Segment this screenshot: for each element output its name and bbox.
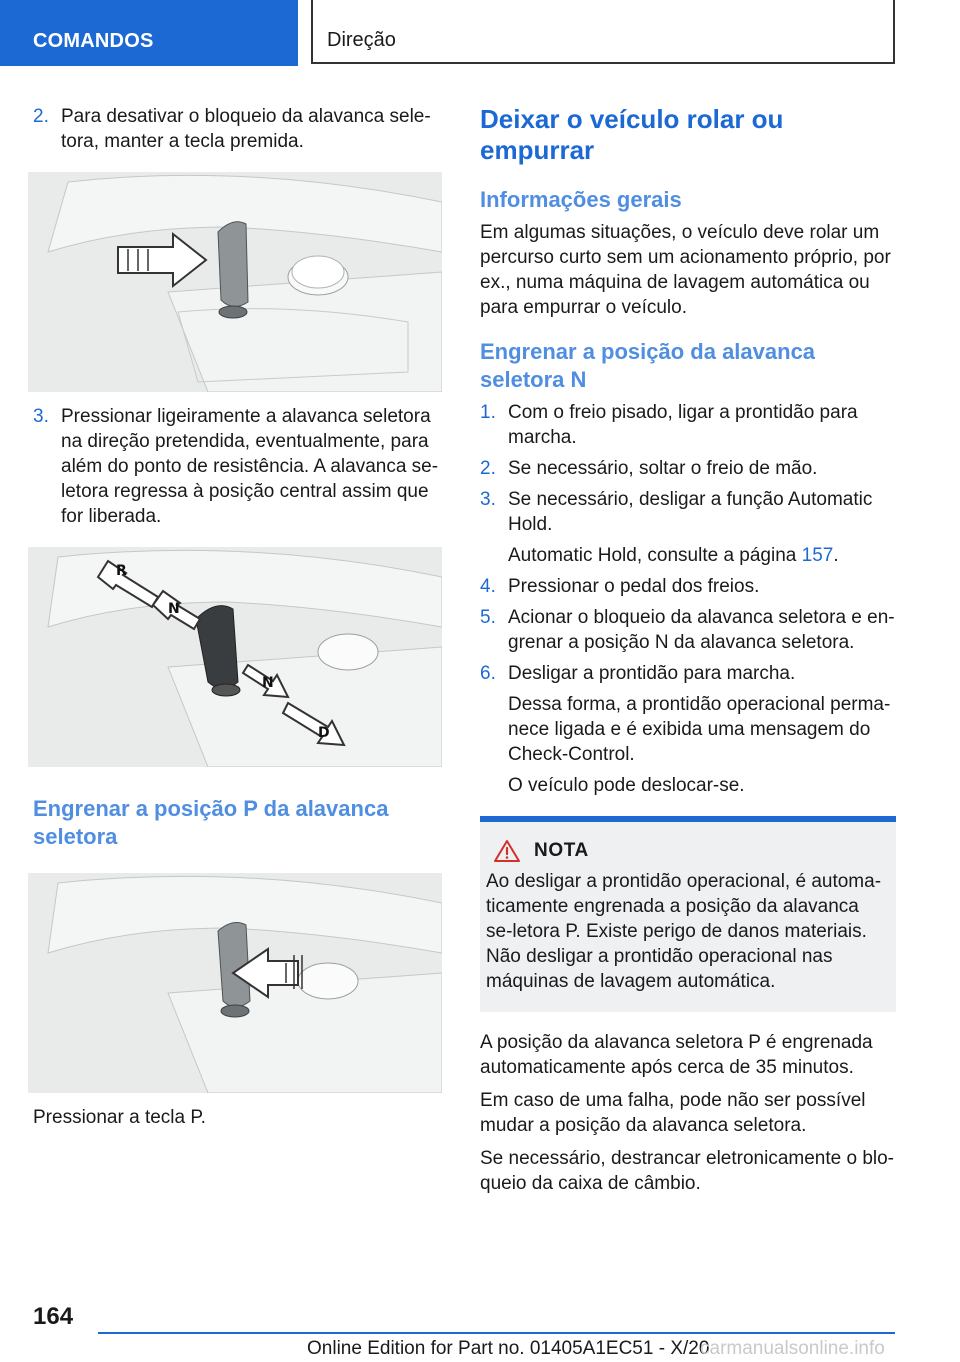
step-item (33, 104, 445, 154)
step-number: 3. (480, 489, 496, 510)
step-number: 2. (33, 106, 49, 127)
step-text: Para desativar o bloqueio da alavanca sele-tora, manter a tecla premida. (61, 106, 431, 152)
note-title (486, 838, 888, 863)
paragraph-unlock: Se necessário, destrancar eletronicamente o blo-queio da caixa de câmbio. (480, 1148, 895, 1194)
subheading-engage-n: Engrenar a posição da alavanca seletora N (480, 339, 816, 392)
footer-divider (98, 1332, 895, 1334)
step-number: 4. (480, 576, 496, 597)
heading-engage-p: Engrenar a posição P da alavanca seletora (33, 796, 389, 849)
page-reference-link[interactable]: 157 (801, 545, 834, 566)
right-column (480, 104, 896, 1204)
label-d: D (318, 725, 330, 741)
step-number: 3. (33, 406, 49, 427)
step-item (480, 456, 896, 481)
label-r: R (116, 563, 127, 579)
step-note: Dessa forma, a prontidão operacional perma-nece ligada e é exibida uma mensagem do Check-Control. (508, 694, 891, 765)
step-item (480, 605, 896, 655)
illustration-selector-positions (28, 547, 442, 767)
paragraph-fault: Em caso de uma falha, pode não ser possível mudar a posição da alavanca seletora. (480, 1090, 866, 1136)
section-title: Direção (311, 0, 895, 64)
watermark: carmanualsonline.info (700, 1338, 885, 1359)
step-note (508, 543, 896, 568)
step-item (480, 487, 896, 568)
step-number: 5. (480, 607, 496, 628)
step-number: 1. (480, 402, 496, 423)
note-title-text: NOTA (534, 840, 589, 861)
step-text: Acionar o bloqueio da alavanca seletora e en-grenar a posição N da alavanca seletora. (508, 607, 895, 653)
step-item (480, 400, 896, 450)
step-text: Se necessário, soltar o freio de mão. (508, 458, 818, 479)
paragraph-general: Em algumas situações, o veículo deve rolar um percurso curto sem um acionamento próprio, por ex., numa máquina de lavagem automática ou para empurrar o veículo. (480, 222, 891, 318)
step-note-text: Automatic Hold, consulte a página (508, 545, 802, 566)
step-item (480, 661, 896, 798)
label-n-down: N (262, 675, 274, 691)
paragraph-auto-p: A posição da alavanca seletora P é engrenada automaticamente após cerca de 35 minutos. (480, 1032, 873, 1078)
chapter-tab[interactable]: COMANDOS (0, 0, 298, 66)
section-heading: Deixar o veículo rolar ou empurrar (480, 104, 784, 165)
step-item (33, 404, 445, 529)
page-number: 164 (33, 1303, 74, 1330)
warning-icon (494, 839, 520, 863)
note-text: Ao desligar a prontidão operacional, é automa-ticamente engrenada a posição da alavanca se-letora P. Existe perigo de danos materiais. Não desligar a prontidão operacional nas máquinas de lavagem automática. (486, 871, 882, 992)
illustration-unlock-button (28, 172, 442, 392)
note-box (480, 816, 896, 1012)
step-note: O veículo pode deslocar-se. (508, 775, 745, 796)
step-number: 6. (480, 663, 496, 684)
step-item (480, 574, 896, 599)
subheading-general-info: Informações gerais (480, 187, 682, 212)
step-text: Se necessário, desligar a função Automatic Hold. (508, 489, 873, 535)
caption-press-p: Pressionar a tecla P. (33, 1107, 206, 1128)
illustration-p-button (28, 873, 442, 1093)
step-text: Desligar a prontidão para marcha. (508, 663, 796, 684)
step-number: 2. (480, 458, 496, 479)
footer-edition: Online Edition for Part no. 01405A1EC51 - X/20 (307, 1338, 710, 1359)
step-note-suffix: . (833, 545, 839, 566)
step-text: Pressionar ligeiramente a alavanca seletora na direção pretendida, eventualmente, para além do ponto de resistência. A alavanca se-letora regressa à posição central assim que for liberada. (61, 406, 439, 527)
step-text: Com o freio pisado, ligar a prontidão para marcha. (508, 402, 858, 448)
step-text: Pressionar o pedal dos freios. (508, 576, 760, 597)
left-column (33, 104, 445, 1138)
label-n-up: N (168, 601, 180, 617)
